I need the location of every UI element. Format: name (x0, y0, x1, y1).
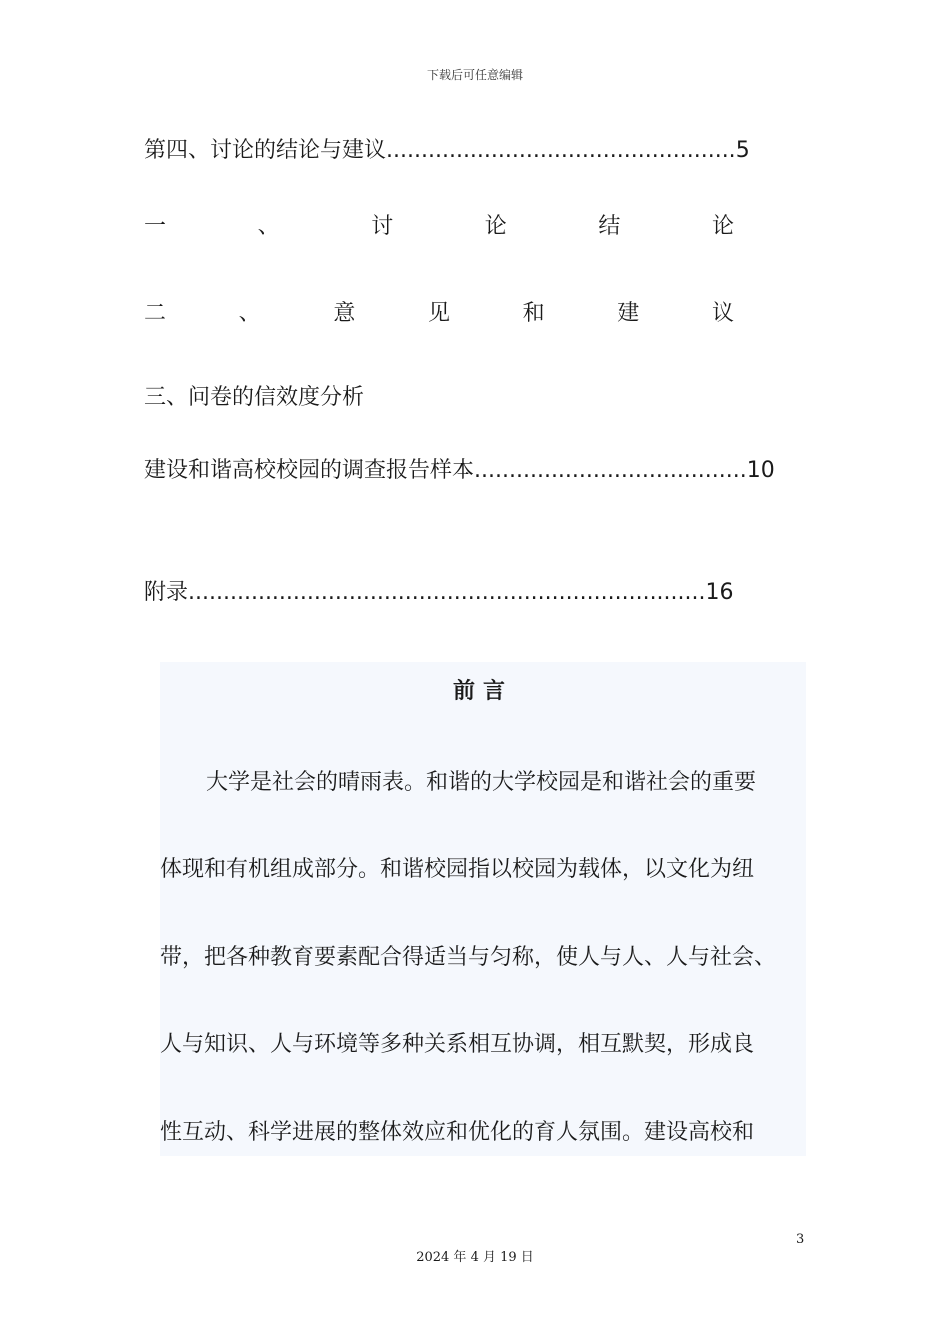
toc-entry-reliability[interactable] (144, 383, 364, 413)
page-footer-date: 2024 年 4 月 19 日 (416, 1250, 534, 1265)
toc-entry-label: 第四、讨论的结论与建议 (144, 138, 387, 163)
toc-char: 见 (427, 300, 450, 326)
preface-line: 带，把各种教育要素配合得适当与匀称，使人与人、人与社会、 (160, 945, 777, 970)
toc-entry-label: 附录 (144, 580, 189, 605)
toc-leader: ....................................... (474, 458, 747, 483)
toc-char: 一 (144, 213, 167, 239)
preface-line: 大学是社会的晴雨表。和谐的大学校园是和谐社会的重要 (206, 770, 757, 795)
toc-entry-discussion-conclusion[interactable] (144, 209, 734, 239)
toc-entry-opinions-suggestions[interactable] (144, 296, 734, 326)
toc-leader: .......................................................................... (188, 580, 706, 605)
toc-entry-report-sample[interactable] (144, 456, 775, 486)
preface-line: 人与知识、人与环境等多种关系相互协调，相互默契，形成良 (160, 1032, 755, 1057)
preface-line: 体现和有机组成部分。和谐校园指以校园为载体，以文化为纽 (160, 857, 755, 882)
toc-page-number: 10 (746, 458, 775, 483)
preface-section (160, 662, 806, 1156)
toc-char: 讨 (371, 213, 394, 239)
toc-entry-label: 三、问卷的信效度分析 (144, 385, 365, 410)
preface-line: 性互动、科学进展的整体效应和优化的育人氛围。建设高校和 (160, 1120, 755, 1145)
toc-char: 论 (711, 213, 734, 239)
page-header: 下载后可任意编辑 (426, 68, 523, 82)
toc-entry-conclusions[interactable] (144, 136, 750, 166)
toc-char: 二 (144, 300, 167, 326)
toc-char: 结 (598, 213, 621, 239)
toc-leader: .................................................. (386, 138, 736, 163)
toc-char: 论 (484, 213, 507, 239)
toc-page-number: 16 (705, 580, 734, 605)
toc-char: 议 (711, 300, 734, 326)
toc-page-number: 5 (735, 138, 750, 163)
toc-entry-label: 建设和谐高校校园的调查报告样本 (144, 458, 475, 483)
preface-title: 前言 (452, 679, 513, 704)
toc-char: 和 (522, 300, 545, 326)
toc-char: 意 (333, 300, 356, 326)
page-number: 3 (796, 1232, 805, 1247)
toc-char: 、 (238, 300, 261, 326)
toc-entry-appendix[interactable] (144, 578, 734, 608)
toc-char: 、 (257, 213, 280, 239)
toc-char: 建 (617, 300, 640, 326)
